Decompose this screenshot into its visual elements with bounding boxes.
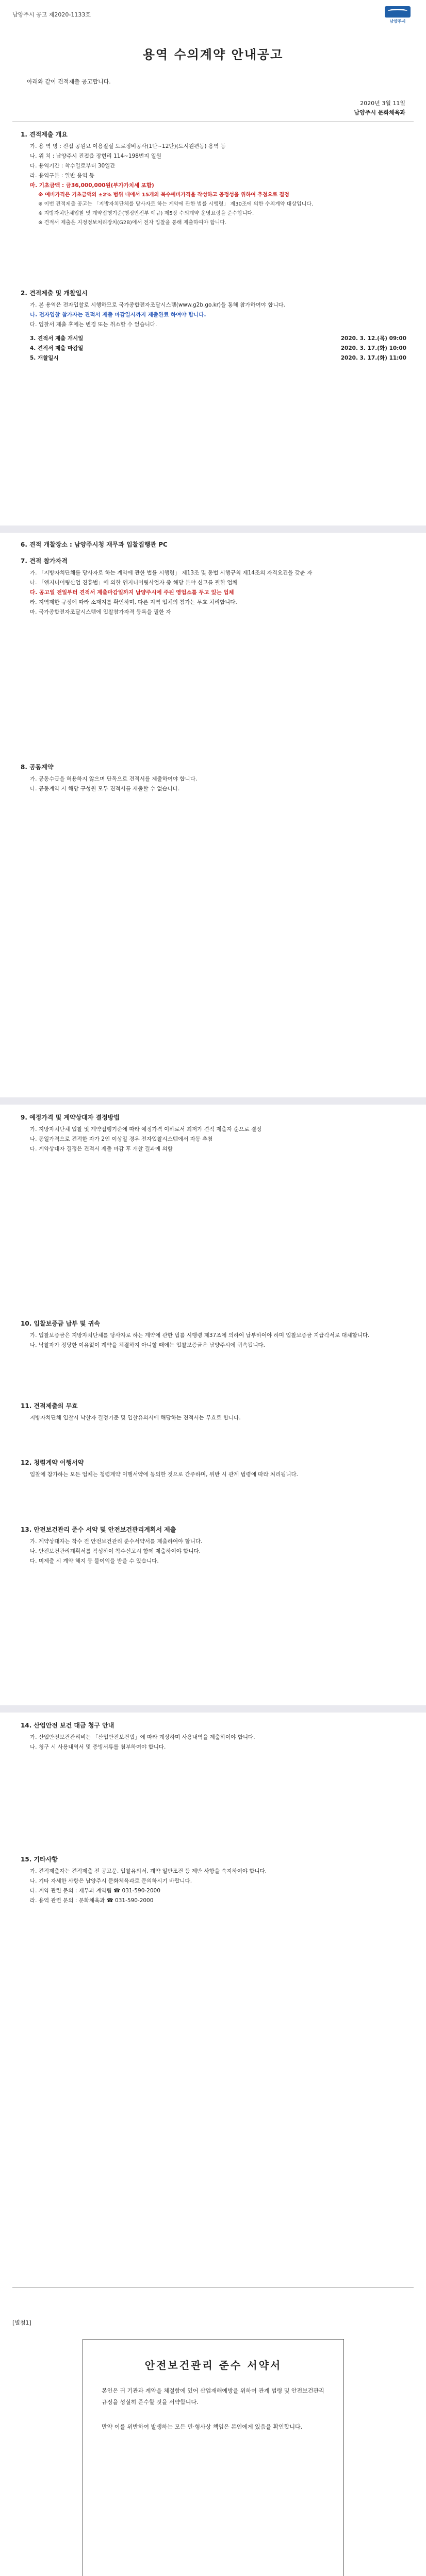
list-item: 가. 산업안전보건관리비는 「산업안전보건법」에 따라 계상하며 사용내역을 제출하여야 합니다. — [30, 1734, 255, 1740]
logo-mark-icon — [385, 6, 411, 18]
note-item: ※ 지방자치단체입찰 및 계약집행기준(행정안전부 예규) 제5장 수의계약 운영요령을 준수합니다. — [38, 211, 254, 216]
schedule-value: 2020. 3. 17.(화) 10:00 — [340, 345, 406, 351]
section-misc — [21, 1855, 406, 1906]
list-item: 나. 낙찰자가 정당한 이유없이 계약을 체결하지 아니할 때에는 입찰보증금은 남양주시에 귀속됩니다. — [30, 1342, 265, 1348]
section-heading: 13. 안전보건관리 준수 서약 및 안전보건관리계획서 제출 — [21, 1526, 176, 1533]
page-title: 용역 수의계약 안내공고 — [142, 47, 284, 62]
pledge-body-2: 만약 이를 위반하여 발생하는 모든 민·형사상 책임은 본인에게 있음을 확인합니다. — [102, 2424, 303, 2430]
section-submission — [21, 289, 406, 363]
list-item: 가. 용 역 명 : 진접 공원묘 이용질실 도로정비공사(1단~12단)(도시원편동) 용역 등 — [30, 143, 226, 149]
schedule-label: 4. 견적서 제출 마감일 — [30, 345, 84, 351]
list-item: 나. 청구 시 사용내역서 및 증빙서류를 첨부하여야 합니다. — [30, 1744, 166, 1750]
schedule-value: 2020. 3. 12.(목) 09:00 — [340, 335, 406, 342]
list-item: 나. 공동계약 시 해당 구성원 모두 견적서를 제출할 수 없습니다. — [30, 786, 180, 792]
list-item: 다. 입찰서 제출 후에는 변경 또는 취소할 수 없습니다. — [30, 321, 157, 328]
list-item: 나. 「엔지니어링산업 진흥법」에 의한 엔지니어링사업자 중 해당 분야 신고를 필한 업체 — [30, 580, 238, 586]
schedule-value: 2020. 3. 17.(화) 11:00 — [340, 355, 406, 361]
list-item: 가. 입찰보증금은 지방자치단체를 당사자로 하는 계약에 관한 법률 시행령 제37조에 의하여 납부하여야 하며 입찰보증금 지급각서로 대체합니다. — [30, 1332, 370, 1338]
section-heading: 6. 견적 개찰장소 : 남양주시청 재무과 입찰집행관 PC — [21, 541, 168, 548]
list-item: 가. 견적제출자는 견적제출 전 공고문, 입찰유의서, 계약 일반조건 등 제반 사항을 숙지하여야 합니다. — [30, 1868, 267, 1874]
section-separator — [0, 526, 426, 533]
schedule-row — [30, 334, 406, 344]
list-item: 나. 동일가격으로 견적한 자가 2인 이상일 경우 전자입찰시스템에서 자동 추첨 — [30, 1136, 213, 1142]
list-item: 나. 안전보건관리계획서를 작성하여 착수신고시 함께 제출하여야 합니다. — [30, 1548, 201, 1554]
notice-agency: 남양주시 문화체육과 — [354, 109, 405, 116]
list-item: 라. 용역 관련 문의 : 문화체육과 ☎ 031-590-2000 — [30, 1897, 154, 1904]
list-item: 가. 지방자치단체 입찰 및 계약집행기준에 따라 예정가격 이하로서 최저가 견적 제출자 순으로 결정 — [30, 1126, 262, 1132]
list-item: 입찰에 참가하는 모든 업체는 청렴계약 이행서약에 동의한 것으로 간주하며, 위반 시 관계 법령에 따라 처리됩니다. — [30, 1471, 298, 1478]
list-item: 다. 미제출 시 계약 해지 등 불이익을 받을 수 있습니다. — [30, 1558, 159, 1564]
list-item: 가. 계약상대자는 착수 전 안전보건관리 준수서약서를 제출하여야 합니다. — [30, 1538, 203, 1545]
section-heading: 2. 견적제출 및 개찰일시 — [21, 290, 88, 297]
pledge-body: 본인은 귀 기관과 계약을 체결함에 있어 산업재해예방을 위하여 관계 법령 및 안전보건관리 규정을 성실히 준수할 것을 서약합니다. — [102, 2387, 324, 2405]
section-integrity — [21, 1458, 406, 1480]
section-heading: 12. 청렴계약 이행서약 — [21, 1459, 84, 1466]
section-heading: 10. 입찰보증금 납부 및 귀속 — [21, 1320, 100, 1327]
divider — [12, 2287, 414, 2288]
section-overview — [21, 130, 406, 228]
schedule-row — [30, 353, 406, 363]
list-item: 마. 국가종합전자조달시스템에 입찰참가자격 등록을 필한 자 — [30, 609, 171, 615]
section-heading: 1. 견적제출 개요 — [21, 131, 68, 138]
section-safety — [21, 1525, 406, 1566]
section-eligibility — [21, 556, 406, 617]
list-item: 마. 기초금액 : 금36,000,000원(부가가치세 포함) — [30, 182, 154, 189]
schedule-label: 5. 개찰일시 — [30, 355, 59, 361]
list-item: 다. 계약상대자 결정은 견적서 제출 마감 후 개찰 결과에 의함 — [30, 1146, 173, 1152]
logo-label: 남양주시 — [389, 19, 406, 24]
note-item: ※ 견적서 제출은 지정정보처리장치(G2B)에서 전자 입찰을 통해 제출하여야 합니다. — [38, 220, 227, 226]
list-item: 다. 공고일 전일부터 견적서 제출마감일까지 남양주시에 주된 영업소를 두고 있는 업체 — [30, 589, 234, 596]
schedule-label: 3. 견적서 제출 개시일 — [30, 335, 84, 342]
list-item: 나. 위 치 : 남양주시 진접읍 장현리 114~198번지 일원 — [30, 153, 161, 159]
pledge-title: 안전보건관리 준수 서약서 — [144, 2359, 282, 2371]
section-invalid — [21, 1401, 406, 1423]
note-item: ※ 이번 견적제출 공고는 「지방자치단체를 당사자로 하는 계약에 관한 법률 시행령」 제30조에 의한 수의계약 대상입니다. — [38, 201, 314, 207]
list-item: 라. 지역제한 규정에 따라 소재지를 확인하며, 다른 지역 업체의 참가는 무효 처리합니다. — [30, 599, 237, 605]
org-logo — [382, 4, 414, 27]
section-separator — [0, 1705, 426, 1713]
section-heading: 7. 견적 참가자격 — [21, 557, 68, 565]
list-item: 나. 기타 자세한 사항은 남양주시 문화체육과로 문의하시기 바랍니다. — [30, 1878, 192, 1884]
section-bond — [21, 1319, 406, 1350]
section-separator — [0, 1097, 426, 1105]
section-heading: 15. 기타사항 — [21, 1856, 58, 1863]
section-heading: 14. 산업안전 보건 대금 청구 안내 — [21, 1722, 114, 1729]
list-item: 가. 공동수급을 허용하지 않으며 단독으로 견적서를 제출하여야 합니다. — [30, 776, 198, 782]
list-item: 다. 용역기간 : 착수일로부터 30일간 — [30, 163, 116, 169]
list-item: 다. 계약 관련 문의 : 재무과 계약팀 ☎ 031-590-2000 — [30, 1888, 160, 1894]
list-item: 라. 용역구분 : 일반 용역 등 — [30, 173, 94, 179]
notice-date: 2020년 3월 11일 — [360, 100, 405, 107]
list-item: 지방자치단체 입찰시 낙찰자 결정기준 및 입찰유의서에 해당하는 견적서는 무효로 합니다. — [30, 1415, 241, 1421]
section-heading: 11. 견적제출의 무효 — [21, 1402, 78, 1410]
section-joint-contract — [21, 762, 406, 794]
notice-number: 남양주시 공고 제2020-1133호 — [12, 11, 91, 18]
note-item: ※ 예비가격은 기초금액의 ±2% 범위 내에서 15개의 복수예비가격을 작성하고 공정성을 위하여 추첨으로 결정 — [38, 192, 289, 198]
intro-text: 아래와 같이 견적제출 공고합니다. — [27, 78, 111, 85]
section-heading: 9. 예정가격 및 계약상대자 결정방법 — [21, 1114, 120, 1121]
schedule-row — [30, 344, 406, 353]
list-item: 가. 본 용역은 전자입찰로 시행하므로 국가종합전자조달시스템(www.g2b.go.kr)을 통해 참가하여야 합니다. — [30, 302, 285, 308]
section-award — [21, 1113, 406, 1154]
section-heading: 8. 공동계약 — [21, 764, 54, 771]
section-venue — [21, 540, 406, 552]
list-item: 가. 「지방자치단체를 당사자로 하는 계약에 관한 법률 시행령」 제13조 및 동법 시행규칙 제14조의 자격요건을 갖춘 자 — [30, 570, 313, 576]
attachment-label: [별첨1] — [12, 2319, 31, 2326]
section-safety-cost — [21, 1721, 406, 1752]
pledge-form — [83, 2339, 344, 2576]
list-item: 나. 전자입찰 참가자는 견적서 제출 마감일시까지 제출완료 하여야 합니다. — [30, 312, 206, 318]
